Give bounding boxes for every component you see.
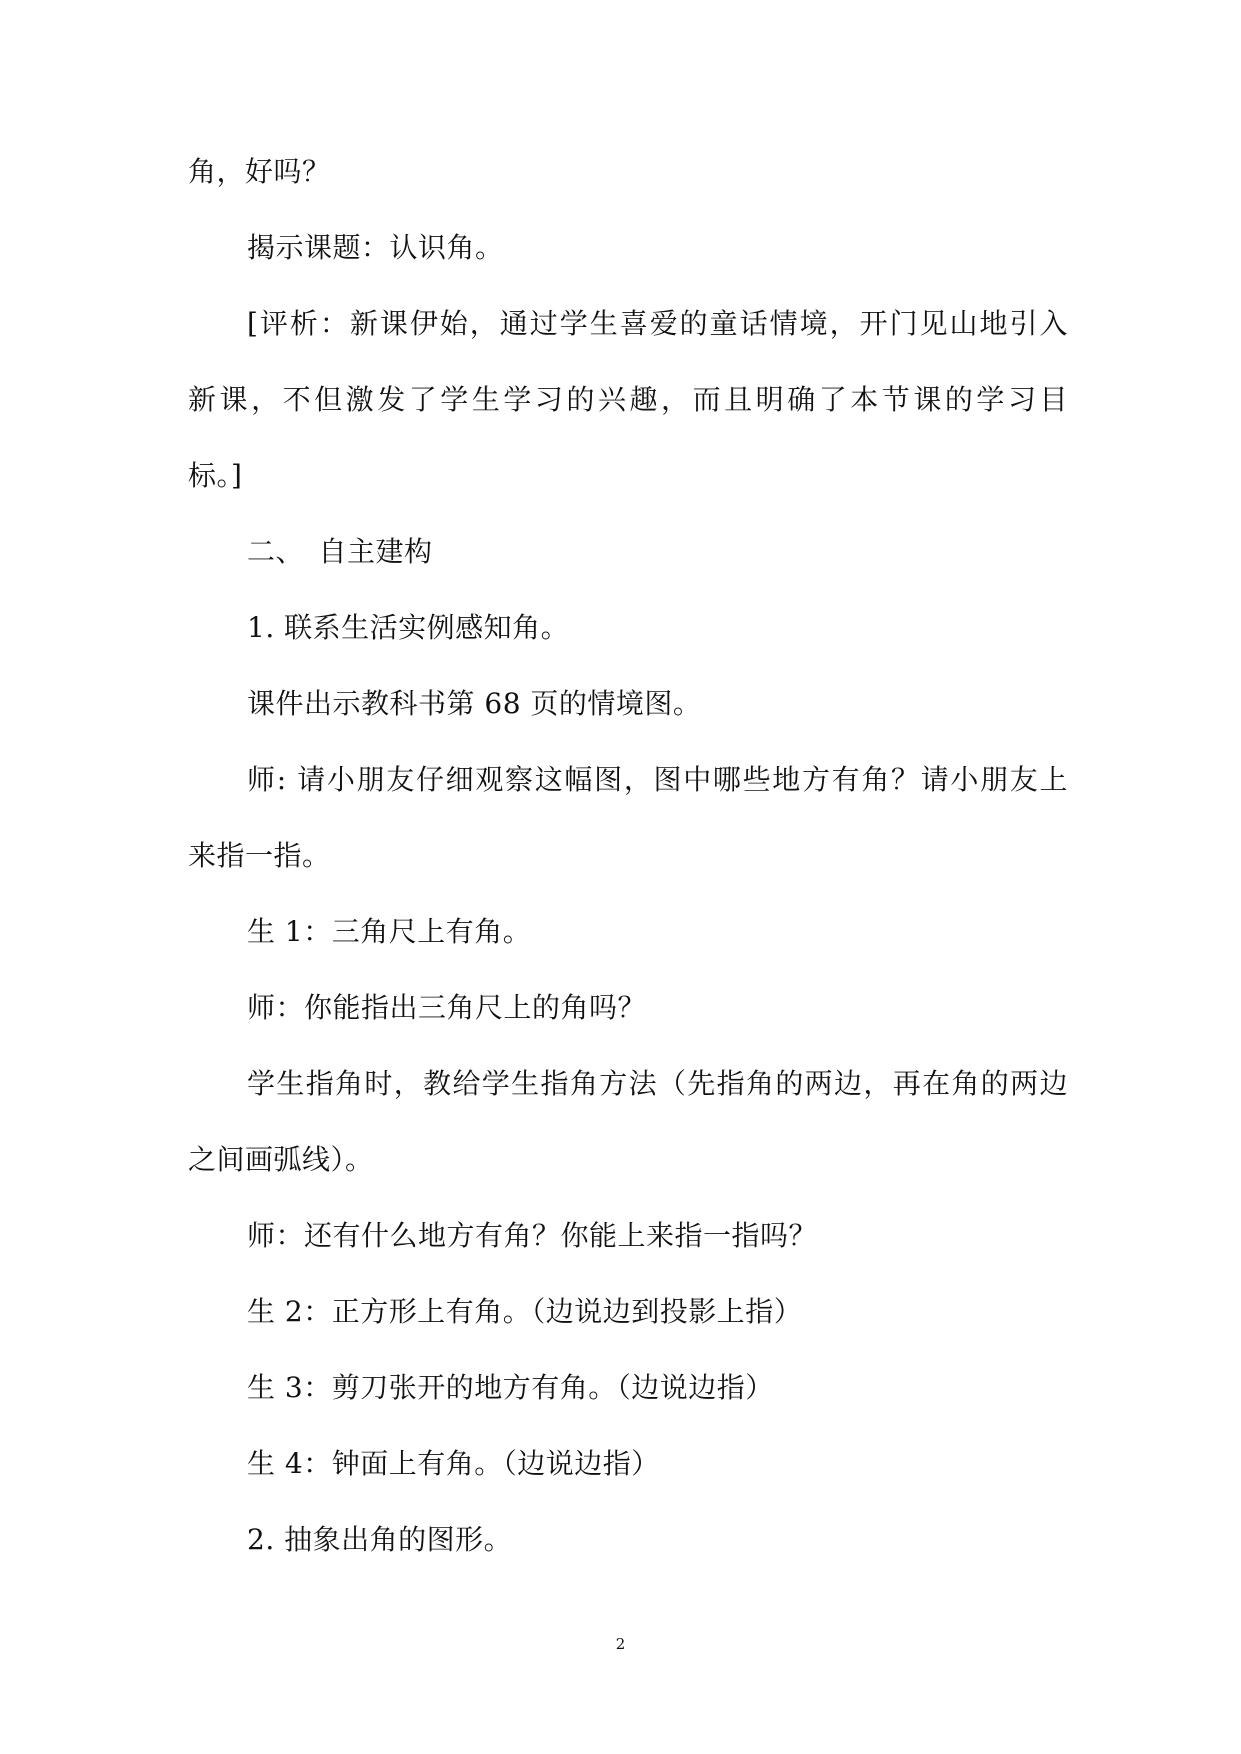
text-line: 生 4：钟面上有角。（边说边指） — [247, 1447, 660, 1480]
subsection-heading: 2. 抽象出角的图形。 — [247, 1523, 513, 1556]
text-line: 角，好吗？ — [188, 155, 331, 188]
text-line: 师：还有什么地方有角？你能上来指一指吗？ — [247, 1219, 818, 1252]
text-line: 学生指角时，教给学生指角方法（先指角的两边，再在角的两边 — [247, 1067, 1068, 1100]
text-line: 生 2：正方形上有角。（边说边到投影上指） — [247, 1295, 803, 1328]
subsection-heading: 1. 联系生活实例感知角。 — [247, 611, 570, 644]
text-line: 揭示课题：认识角。 — [247, 231, 504, 264]
text-line: 课件出示教科书第 68 页的情境图。 — [247, 687, 702, 720]
text-line: [评析：新课伊始，通过学生喜爱的童话情境，开门见山地引入 — [247, 307, 1068, 340]
text-line: 生 3：剪刀张开的地方有角。（边说边指） — [247, 1371, 774, 1404]
page-number: 2 — [615, 1635, 626, 1653]
text-line: 标。] — [188, 459, 243, 492]
text-line: 来指一指。 — [188, 839, 331, 872]
section-heading: 二、 自主建构 — [247, 535, 433, 568]
text-line: 师: 请小朋友仔细观察这幅图，图中哪些地方有角？请小朋友上 — [247, 763, 1068, 796]
text-line: 之间画弧线）。 — [188, 1143, 374, 1176]
text-line: 生 1：三角尺上有角。 — [247, 915, 532, 948]
text-line: 师：你能指出三角尺上的角吗？ — [247, 991, 647, 1024]
text-line: 新课，不但激发了学生学习的兴趣，而且明确了本节课的学习目 — [188, 383, 1068, 416]
